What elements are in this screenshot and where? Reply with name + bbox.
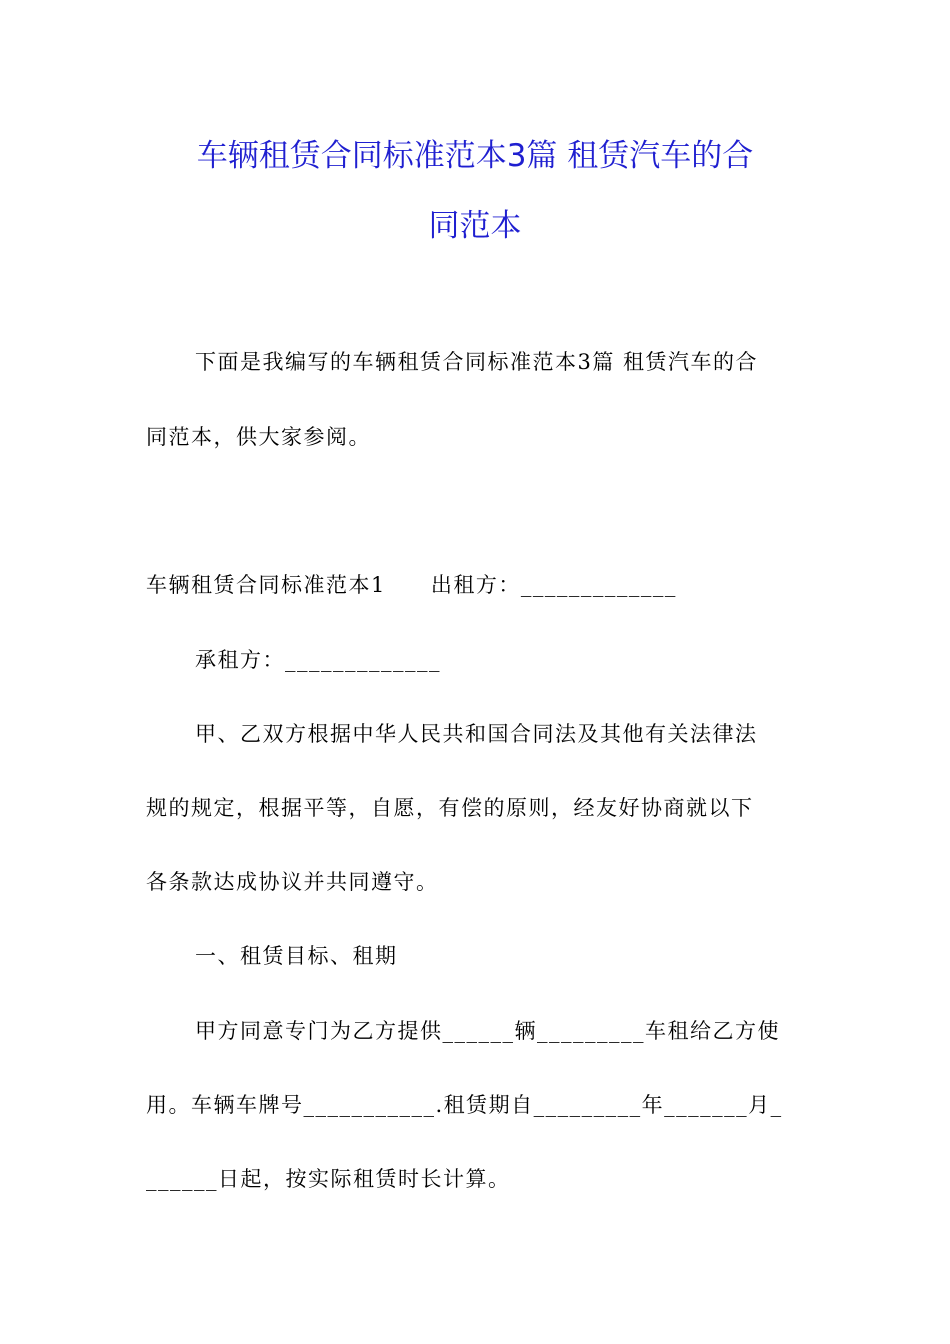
agreement-paragraph-line-1: 甲、乙双方根据中华人民共和国合同法及其他有关法律法 — [195, 722, 758, 746]
agreement-paragraph-line-3: 各条款达成协议并共同遵守。 — [146, 870, 439, 894]
document-title-line-2: 同范本 — [428, 208, 522, 244]
lessee-line: 承租方：_____________ — [195, 648, 441, 672]
lease-paragraph-line-2: 用。车辆车牌号___________.租赁期自_________年_______月_ — [146, 1093, 783, 1117]
lease-paragraph-line-3: ______日起，按实际租赁时长计算。 — [146, 1167, 511, 1191]
lease-paragraph-line-1: 甲方同意专门为乙方提供______辆_________车租给乙方使 — [195, 1019, 780, 1043]
section-heading-1: 一、租赁目标、租期 — [195, 944, 398, 968]
intro-paragraph-line-2: 同范本，供大家参阅。 — [146, 425, 371, 449]
agreement-paragraph-line-2: 规的规定，根据平等，自愿，有偿的原则，经友好协商就以下 — [146, 796, 754, 820]
document-title-line-1: 车辆租赁合同标准范本3篇 租赁汽车的合 — [196, 138, 754, 174]
contract-heading-lessor-line: 车辆租赁合同标准范本1 出租方：_____________ — [146, 573, 677, 597]
intro-paragraph-line-1: 下面是我编写的车辆租赁合同标准范本3篇 租赁汽车的合 — [195, 350, 759, 374]
